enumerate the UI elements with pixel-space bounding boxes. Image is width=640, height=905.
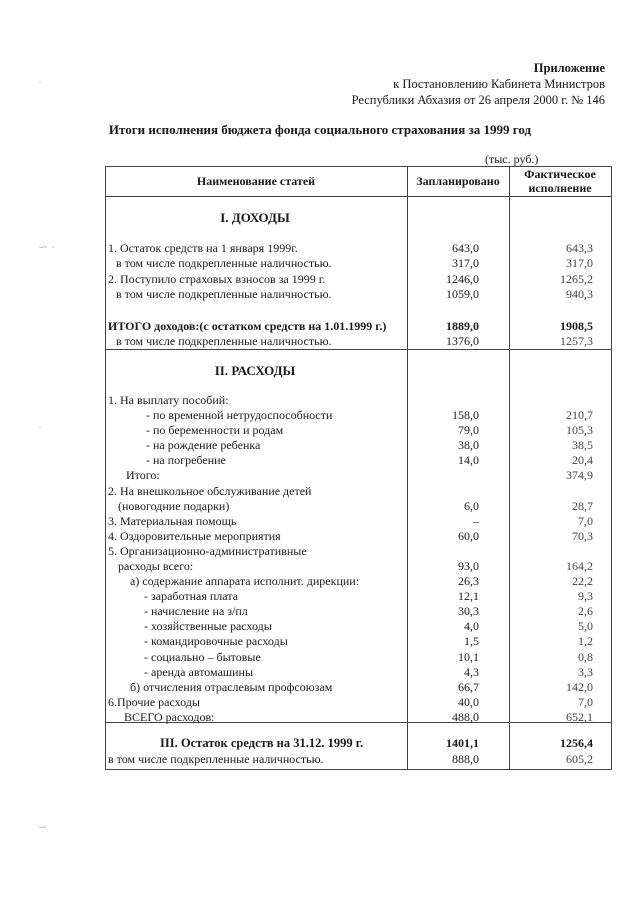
table-row xyxy=(105,514,612,529)
row-name: в том числе подкрепленные наличностью. xyxy=(116,334,332,348)
row-name: - аренда автомашины xyxy=(144,665,254,679)
col-header-actual-line2: исполнение xyxy=(528,181,592,195)
table-row xyxy=(105,484,612,499)
row-name: 2. Поступило страховых взносов за 1999 г. xyxy=(108,272,326,286)
table-bottom-border xyxy=(105,769,612,770)
row-actual-value: 1,2 xyxy=(578,634,593,648)
row-planned-value: 38,0 xyxy=(458,438,479,452)
row-actual-value: 20,4 xyxy=(572,453,593,467)
row-name: а) содержание аппарата исполнит. дирекции: xyxy=(130,574,360,588)
row-actual-value: 28,7 xyxy=(572,499,593,513)
table-row xyxy=(105,736,612,751)
row-planned-value: 888,0 xyxy=(452,752,479,766)
row-name: 1. На выплату пособий: xyxy=(108,393,229,407)
row-planned-value: 6,0 xyxy=(464,499,479,513)
row-planned-value: 93,0 xyxy=(458,559,479,573)
table-row xyxy=(105,423,612,438)
row-name: б) отчисления отраслевым профсоюзам xyxy=(130,680,333,694)
row-name: Итого: xyxy=(126,468,160,482)
table-row xyxy=(105,574,612,589)
row-name: расходы всего: xyxy=(118,559,194,573)
row-planned-value: 1376,0 xyxy=(446,334,479,348)
row-actual-value: 1256,4 xyxy=(560,736,593,750)
row-planned-value: 4,0 xyxy=(464,619,479,633)
row-planned-value: 10,1 xyxy=(458,650,479,664)
table-row xyxy=(105,256,612,271)
row-actual-value: 317,0 xyxy=(566,256,593,270)
row-name: 6.Прочие расходы xyxy=(108,695,200,709)
table-row xyxy=(105,393,612,408)
header-bottom-border xyxy=(105,196,612,197)
col-header-planned: Запланировано xyxy=(416,174,500,188)
document-title: Итоги исполнения бюджета фонда социального страхования за 1999 год xyxy=(108,122,532,137)
row-name: III. Остаток средств на 31.12. 1999 г. xyxy=(160,736,364,750)
row-name: в том числе подкрепленные наличностью. xyxy=(116,287,332,301)
row-name: - командировочные расходы xyxy=(144,634,288,648)
row-planned-value: 1401,1 xyxy=(446,736,479,750)
section1-bottom-border xyxy=(105,349,612,350)
row-actual-value: 1257,3 xyxy=(560,334,593,348)
budget-table xyxy=(105,166,612,770)
row-actual-value: 1265,2 xyxy=(560,272,593,286)
table-row xyxy=(105,752,612,767)
units-note: (тыс. руб.) xyxy=(485,152,539,166)
row-name: - по беременности и родам xyxy=(146,423,284,437)
table-row xyxy=(105,695,612,710)
row-actual-value: 142,0 xyxy=(566,680,593,694)
table-row xyxy=(105,619,612,634)
table-row xyxy=(105,589,612,604)
row-planned-value: 26,3 xyxy=(458,574,479,588)
row-name: - на погребение xyxy=(146,453,226,467)
row-actual-value: 164,2 xyxy=(566,559,593,573)
row-planned-value: 1059,0 xyxy=(446,287,479,301)
row-actual-value: 940,3 xyxy=(566,287,593,301)
row-planned-value: 12,1 xyxy=(458,589,479,603)
row-name: 5. Организационно-административные xyxy=(108,544,307,558)
table-row xyxy=(105,529,612,544)
col-header-actual-line1: Фактическое xyxy=(524,167,596,181)
row-planned-value: 488,0 xyxy=(452,710,479,724)
row-planned-value: 14,0 xyxy=(458,453,479,467)
row-name: - на рождение ребенка xyxy=(146,438,261,452)
row-name: ИТОГО доходов:(с остатком средств на 1.01.1999 г.) xyxy=(108,319,387,333)
table-row xyxy=(105,319,612,334)
row-actual-value: 5,0 xyxy=(578,619,593,633)
table-row xyxy=(105,559,612,574)
row-name: 4. Оздоровительные мероприятия xyxy=(108,529,281,543)
row-name: - хозяйственные расходы xyxy=(144,619,272,633)
row-name: - начисление на з/пл xyxy=(144,604,248,618)
table-row xyxy=(105,680,612,695)
scan-mark: ∽ · xyxy=(38,240,56,254)
row-actual-value: 1908,5 xyxy=(560,319,593,333)
table-row xyxy=(105,544,612,559)
row-actual-value: 210,7 xyxy=(566,408,593,422)
table-row xyxy=(105,634,612,649)
row-actual-value: 2,6 xyxy=(578,604,593,618)
row-planned-value: 158,0 xyxy=(452,408,479,422)
row-actual-value: 374,9 xyxy=(566,468,593,482)
row-name: 3. Материальная помощь xyxy=(108,514,237,528)
row-planned-value: 317,0 xyxy=(452,256,479,270)
row-planned-value: 4,3 xyxy=(464,665,479,679)
table-row xyxy=(105,408,612,423)
header-appendix: Приложение xyxy=(533,61,605,75)
row-name: - по временной нетрудоспособности xyxy=(146,408,333,422)
row-name: 1. Остаток средств на 1 января 1999г. xyxy=(108,241,298,255)
row-planned-value: 30,3 xyxy=(458,604,479,618)
table-row xyxy=(105,334,612,349)
row-planned-value: 79,0 xyxy=(458,423,479,437)
table-row xyxy=(105,438,612,453)
row-name: 2. На внешкольное обслуживание детей xyxy=(108,484,312,498)
row-planned-value: 1889,0 xyxy=(446,319,479,333)
row-planned-value: 40,0 xyxy=(458,695,479,709)
row-planned-value: 1,5 xyxy=(464,634,479,648)
row-actual-value: 605,2 xyxy=(566,752,593,766)
row-planned-value: – xyxy=(473,514,479,528)
col-header-actual xyxy=(509,167,611,195)
row-actual-value: 0,8 xyxy=(578,650,593,664)
row-planned-value: 1246,0 xyxy=(446,272,479,286)
row-actual-value: 70,3 xyxy=(572,529,593,543)
row-planned-value: 66,7 xyxy=(458,680,479,694)
row-actual-value: 22,2 xyxy=(572,574,593,588)
table-row xyxy=(105,287,612,302)
scan-mark: ∽ xyxy=(38,820,49,834)
table-row xyxy=(105,710,612,725)
row-name: - социально – бытовые xyxy=(144,650,261,664)
section-expenses-heading: II. РАСХОДЫ xyxy=(214,363,296,378)
table-row xyxy=(105,241,612,256)
col-header-name: Наименование статей xyxy=(196,174,316,188)
row-name: - заработная плата xyxy=(144,589,238,603)
table-row xyxy=(105,468,612,483)
section-income-heading: I. ДОХОДЫ xyxy=(220,210,290,225)
table-row xyxy=(105,604,612,619)
table-row xyxy=(105,499,612,514)
table-row xyxy=(105,650,612,665)
row-actual-value: 652,1 xyxy=(566,710,593,724)
header-decree: к Постановлению Кабинета Министров xyxy=(393,77,605,91)
row-actual-value: 7,0 xyxy=(578,514,593,528)
row-planned-value: 60,0 xyxy=(458,529,479,543)
header-date: Республики Абхазия от 26 апреля 2000 г. № 146 xyxy=(351,93,605,107)
appendix-header xyxy=(352,60,605,108)
row-actual-value: 38,5 xyxy=(572,438,593,452)
row-name: (новогодние подарки) xyxy=(118,499,230,513)
row-actual-value: 3,3 xyxy=(578,665,593,679)
table-row xyxy=(105,453,612,468)
scan-mark: · xyxy=(38,75,42,89)
table-row xyxy=(105,665,612,680)
row-actual-value: 643,3 xyxy=(566,241,593,255)
row-actual-value: 9,3 xyxy=(578,589,593,603)
scan-mark: · xyxy=(38,420,42,434)
table-row xyxy=(105,272,612,287)
row-actual-value: 105,3 xyxy=(566,423,593,437)
row-name: в том числе подкрепленные наличностью. xyxy=(116,256,332,270)
row-name: в том числе подкрепленные наличностью. xyxy=(108,752,324,766)
row-name: ВСЕГО расходов: xyxy=(124,710,215,724)
row-planned-value: 643,0 xyxy=(452,241,479,255)
row-actual-value: 7,0 xyxy=(578,695,593,709)
